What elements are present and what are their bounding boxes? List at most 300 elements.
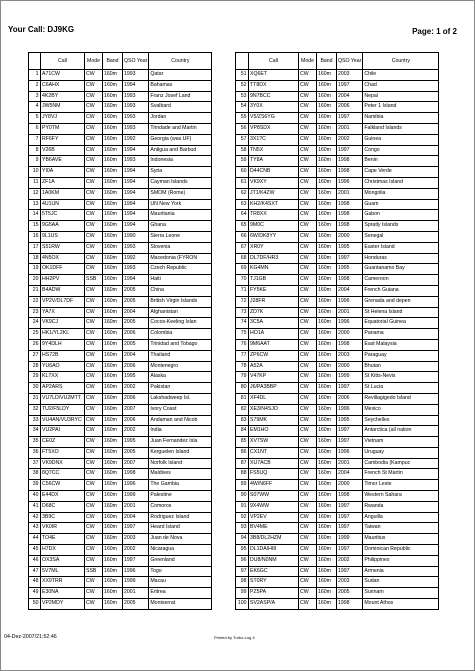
cell-band: 160m bbox=[317, 437, 337, 448]
cell-year: 1996 bbox=[337, 318, 363, 329]
table-row bbox=[29, 480, 212, 491]
cell-country: Alaska bbox=[149, 372, 212, 383]
cell-mode: CW bbox=[299, 577, 317, 588]
cell-year: 1993 bbox=[123, 264, 149, 275]
cell-band: 160m bbox=[317, 242, 337, 253]
cell-call: CX1NT bbox=[249, 447, 299, 458]
cell-country: Mauritius bbox=[363, 534, 439, 545]
cell-mode: CW bbox=[85, 447, 103, 458]
cell-band: 160m bbox=[103, 404, 123, 415]
cell-year: 1995 bbox=[337, 415, 363, 426]
cell-band: 160m bbox=[103, 275, 123, 286]
table-row bbox=[236, 555, 439, 566]
cell-country: Mongolia bbox=[363, 188, 439, 199]
cell-year: 1993 bbox=[123, 70, 149, 81]
cell-mode: CW bbox=[299, 113, 317, 124]
cell-call: C56CW bbox=[41, 480, 85, 491]
cell-year: 1997 bbox=[337, 426, 363, 437]
cell-year: 1995 bbox=[123, 372, 149, 383]
cell-num: 5 bbox=[29, 113, 41, 124]
cell-band: 160m bbox=[317, 339, 337, 350]
cell-num: 82 bbox=[236, 404, 249, 415]
cell-call: EK6GC bbox=[249, 566, 299, 577]
cell-country: Uruguay bbox=[363, 447, 439, 458]
cell-band: 160m bbox=[103, 177, 123, 188]
cell-num: 40 bbox=[29, 491, 41, 502]
cell-call: HK1/YL2KL bbox=[41, 329, 85, 340]
cell-country: Indonesia bbox=[149, 156, 212, 167]
cell-call: 6W/DK8YY bbox=[249, 231, 299, 242]
cell-call: 4W/N6FF bbox=[249, 480, 299, 491]
table-row bbox=[236, 501, 439, 512]
cell-band: 160m bbox=[317, 329, 337, 340]
cell-band: 160m bbox=[103, 221, 123, 232]
cell-band: 160m bbox=[103, 210, 123, 221]
cell-call: VU4AN/VU3RYC bbox=[41, 415, 85, 426]
cell-mode: CW bbox=[299, 501, 317, 512]
cell-country: Bhutan bbox=[363, 361, 439, 372]
cell-country: Vietnam bbox=[363, 437, 439, 448]
page-indicator: Page: 1 of 2 bbox=[412, 27, 457, 36]
cell-country: UN New York bbox=[149, 199, 212, 210]
table-row bbox=[29, 188, 212, 199]
cell-country: Falkland Islands bbox=[363, 123, 439, 134]
cell-band: 160m bbox=[103, 599, 123, 610]
cell-num: 7 bbox=[29, 134, 41, 145]
table-row bbox=[29, 383, 212, 394]
cell-band: 160m bbox=[317, 91, 337, 102]
cell-call: E30NA bbox=[41, 588, 85, 599]
cell-num: 93 bbox=[236, 523, 249, 534]
cell-country: Anguilla bbox=[363, 512, 439, 523]
table-row bbox=[29, 404, 212, 415]
cell-mode: CW bbox=[85, 361, 103, 372]
cell-mode: CW bbox=[299, 545, 317, 556]
cell-country: Bahamas bbox=[149, 80, 212, 91]
cell-call: XX9TRR bbox=[41, 577, 85, 588]
cell-call: XR0Y bbox=[249, 242, 299, 253]
cell-band: 160m bbox=[317, 458, 337, 469]
cell-country: Western Sahara bbox=[363, 491, 439, 502]
cell-band: 160m bbox=[317, 447, 337, 458]
cell-year: 2004 bbox=[337, 469, 363, 480]
cell-call: ZD7K bbox=[249, 307, 299, 318]
table-row bbox=[236, 123, 439, 134]
cell-num: 60 bbox=[236, 167, 249, 178]
cell-country: East Malaysia bbox=[363, 339, 439, 350]
cell-band: 160m bbox=[103, 123, 123, 134]
cell-call: BV4ME bbox=[249, 523, 299, 534]
cell-year: 2000 bbox=[337, 231, 363, 242]
col-header-num bbox=[236, 53, 249, 70]
cell-mode: CW bbox=[85, 264, 103, 275]
cell-call: 3Y0X bbox=[249, 102, 299, 113]
table-row bbox=[236, 393, 439, 404]
table-row bbox=[29, 210, 212, 221]
cell-mode: CW bbox=[299, 177, 317, 188]
cell-band: 160m bbox=[103, 102, 123, 113]
col-header-band: Band bbox=[317, 53, 337, 70]
cell-mode: CW bbox=[299, 534, 317, 545]
cell-num: 21 bbox=[29, 285, 41, 296]
table-row bbox=[236, 231, 439, 242]
cell-mode: CW bbox=[85, 188, 103, 199]
table-row bbox=[236, 177, 439, 188]
cell-mode: CW bbox=[85, 415, 103, 426]
table-row bbox=[236, 437, 439, 448]
cell-year: 1998 bbox=[337, 491, 363, 502]
table-row bbox=[236, 210, 439, 221]
cell-band: 160m bbox=[317, 415, 337, 426]
cell-num: 55 bbox=[236, 113, 249, 124]
cell-call: V47KP bbox=[249, 372, 299, 383]
cell-num: 32 bbox=[29, 404, 41, 415]
cell-mode: CW bbox=[85, 383, 103, 394]
cell-mode: CW bbox=[299, 264, 317, 275]
cell-country: Norfolk Island bbox=[149, 458, 212, 469]
cell-country: Guam bbox=[363, 199, 439, 210]
cell-band: 160m bbox=[103, 350, 123, 361]
cell-year: 1993 bbox=[123, 91, 149, 102]
cell-num: 18 bbox=[29, 253, 41, 264]
cell-call: YB6AVE bbox=[41, 156, 85, 167]
table-row bbox=[236, 599, 439, 610]
cell-mode: CW bbox=[299, 339, 317, 350]
cell-mode: CW bbox=[85, 426, 103, 437]
cell-mode: CW bbox=[299, 588, 317, 599]
table-row bbox=[236, 91, 439, 102]
cell-mode: CW bbox=[85, 242, 103, 253]
cell-band: 160m bbox=[317, 361, 337, 372]
cell-num: 44 bbox=[29, 534, 41, 545]
cell-year: 2004 bbox=[123, 350, 149, 361]
cell-mode: CW bbox=[299, 285, 317, 296]
cell-num: 56 bbox=[236, 123, 249, 134]
cell-country: Seychelles bbox=[363, 415, 439, 426]
cell-year: 1997 bbox=[337, 437, 363, 448]
cell-band: 160m bbox=[317, 167, 337, 178]
cell-call: TJ1GB bbox=[249, 275, 299, 286]
cell-mode: CW bbox=[299, 480, 317, 491]
cell-band: 160m bbox=[103, 167, 123, 178]
table-row bbox=[236, 134, 439, 145]
table-row bbox=[29, 555, 212, 566]
cell-band: 160m bbox=[317, 177, 337, 188]
cell-mode: CW bbox=[299, 210, 317, 221]
cell-year: 2006 bbox=[123, 361, 149, 372]
cell-mode: CW bbox=[85, 599, 103, 610]
cell-band: 160m bbox=[317, 296, 337, 307]
cell-call: 9G5AA bbox=[41, 221, 85, 232]
cell-mode: CW bbox=[85, 199, 103, 210]
cell-call: 4N5OX bbox=[41, 253, 85, 264]
cell-band: 160m bbox=[103, 491, 123, 502]
cell-band: 160m bbox=[317, 599, 337, 610]
table-row bbox=[29, 156, 212, 167]
cell-country: Ivory Coast bbox=[149, 404, 212, 415]
table-row bbox=[236, 156, 439, 167]
table-row bbox=[29, 566, 212, 577]
cell-mode: CW bbox=[299, 145, 317, 156]
cell-call: VK9DNX bbox=[41, 458, 85, 469]
cell-year: 1997 bbox=[337, 566, 363, 577]
cell-num: 98 bbox=[236, 577, 249, 588]
cell-num: 11 bbox=[29, 177, 41, 188]
cell-mode: CW bbox=[85, 221, 103, 232]
table-row bbox=[236, 307, 439, 318]
cell-call: HO1A bbox=[249, 329, 299, 340]
cell-mode: CW bbox=[299, 555, 317, 566]
cell-call: J28FR bbox=[249, 296, 299, 307]
cell-country: Kerguelen Island bbox=[149, 447, 212, 458]
table-row bbox=[236, 339, 439, 350]
cell-band: 160m bbox=[103, 199, 123, 210]
cell-country: Syria bbox=[149, 167, 212, 178]
cell-mode: CW bbox=[85, 329, 103, 340]
cell-band: 160m bbox=[103, 372, 123, 383]
table-row bbox=[29, 113, 212, 124]
cell-call: V26B bbox=[41, 145, 85, 156]
cell-mode: CW bbox=[85, 523, 103, 534]
cell-mode: CW bbox=[299, 156, 317, 167]
cell-mode: CW bbox=[85, 437, 103, 448]
cell-mode: CW bbox=[85, 318, 103, 329]
cell-num: 33 bbox=[29, 415, 41, 426]
cell-country: Chile bbox=[363, 70, 439, 81]
cell-band: 160m bbox=[317, 566, 337, 577]
cell-mode: CW bbox=[85, 70, 103, 81]
cell-call: B4ADW bbox=[41, 285, 85, 296]
cell-year: 2003 bbox=[123, 534, 149, 545]
cell-mode: CW bbox=[85, 372, 103, 383]
cell-mode: CW bbox=[299, 102, 317, 113]
table-row bbox=[236, 361, 439, 372]
cell-country: Sierra Leone bbox=[149, 231, 212, 242]
cell-year: 2005 bbox=[337, 588, 363, 599]
cell-year: 1992 bbox=[123, 134, 149, 145]
cell-mode: CW bbox=[85, 80, 103, 91]
cell-mode: CW bbox=[299, 383, 317, 394]
cell-mode: CW bbox=[85, 177, 103, 188]
cell-year: 1994 bbox=[123, 210, 149, 221]
cell-year: 2002 bbox=[337, 134, 363, 145]
cell-mode: CW bbox=[299, 523, 317, 534]
cell-country: Comoros bbox=[149, 501, 212, 512]
cell-band: 160m bbox=[317, 80, 337, 91]
cell-band: 160m bbox=[317, 145, 337, 156]
cell-country: Montserrat bbox=[149, 599, 212, 610]
cell-band: 160m bbox=[103, 242, 123, 253]
cell-num: 86 bbox=[236, 447, 249, 458]
cell-call: HH2PV bbox=[41, 275, 85, 286]
cell-band: 160m bbox=[317, 231, 337, 242]
cell-num: 17 bbox=[29, 242, 41, 253]
cell-country: Slovenia bbox=[149, 242, 212, 253]
cell-country: Cocos-Keeling Islan bbox=[149, 318, 212, 329]
table-row bbox=[236, 329, 439, 340]
cell-call: AP2ARS bbox=[41, 383, 85, 394]
cell-year: 1998 bbox=[337, 221, 363, 232]
cell-country: St Lucia bbox=[363, 383, 439, 394]
cell-band: 160m bbox=[103, 70, 123, 81]
cell-mode: CW bbox=[85, 577, 103, 588]
cell-num: 76 bbox=[236, 339, 249, 350]
cell-band: 160m bbox=[317, 393, 337, 404]
cell-call: 9N7BCC bbox=[249, 91, 299, 102]
table-row bbox=[29, 177, 212, 188]
cell-num: 73 bbox=[236, 307, 249, 318]
cell-country: Montenegro bbox=[149, 361, 212, 372]
cell-year: 1997 bbox=[123, 523, 149, 534]
cell-country: Czech Republic bbox=[149, 264, 212, 275]
table-row bbox=[236, 566, 439, 577]
cell-year: 2003 bbox=[337, 577, 363, 588]
table-row bbox=[236, 350, 439, 361]
cell-band: 160m bbox=[103, 566, 123, 577]
cell-year: 1996 bbox=[337, 177, 363, 188]
cell-band: 160m bbox=[103, 134, 123, 145]
cell-country: Chad bbox=[363, 80, 439, 91]
cell-country: Lakshadweep Isl. bbox=[149, 393, 212, 404]
cell-call: VP2MDY bbox=[41, 599, 85, 610]
cell-num: 6 bbox=[29, 123, 41, 134]
cell-num: 100 bbox=[236, 599, 249, 610]
cell-band: 160m bbox=[317, 426, 337, 437]
cell-num: 26 bbox=[29, 339, 41, 350]
cell-mode: CW bbox=[299, 167, 317, 178]
cell-mode: CW bbox=[85, 339, 103, 350]
cell-country: Georgia (was UF) bbox=[149, 134, 212, 145]
cell-call: YA7X bbox=[41, 307, 85, 318]
cell-year: 1997 bbox=[337, 523, 363, 534]
cell-num: 77 bbox=[236, 350, 249, 361]
cell-mode: CW bbox=[299, 275, 317, 286]
cell-call: 9M0C bbox=[249, 221, 299, 232]
table-row bbox=[236, 447, 439, 458]
cell-year: 1994 bbox=[123, 145, 149, 156]
cell-year: 2003 bbox=[337, 350, 363, 361]
cell-band: 160m bbox=[317, 156, 337, 167]
cell-year: 1993 bbox=[123, 123, 149, 134]
cell-year: 1998 bbox=[337, 339, 363, 350]
cell-year: 1994 bbox=[123, 177, 149, 188]
cell-band: 160m bbox=[317, 275, 337, 286]
cell-call: 9X4WW bbox=[249, 501, 299, 512]
table-row bbox=[29, 534, 212, 545]
table-row bbox=[29, 491, 212, 502]
cell-call: VP2V/DL7DF bbox=[41, 296, 85, 307]
cell-call: DL7DF/HR3 bbox=[249, 253, 299, 264]
cell-band: 160m bbox=[103, 145, 123, 156]
cell-band: 160m bbox=[317, 188, 337, 199]
cell-year: 2002 bbox=[337, 555, 363, 566]
cell-country: Sudan bbox=[363, 577, 439, 588]
cell-call: XQ6ET bbox=[249, 70, 299, 81]
cell-num: 70 bbox=[236, 275, 249, 286]
cell-country: Franz Josef Land bbox=[149, 91, 212, 102]
table-row bbox=[29, 339, 212, 350]
cell-country: Mexico bbox=[363, 404, 439, 415]
cell-band: 160m bbox=[103, 285, 123, 296]
cell-year: 2005 bbox=[123, 318, 149, 329]
cell-year: 1996 bbox=[337, 296, 363, 307]
cell-country: Revillagigedo Island bbox=[363, 393, 439, 404]
cell-num: 51 bbox=[236, 70, 249, 81]
cell-call: XF4DL bbox=[249, 393, 299, 404]
cell-country: Antigua and Barbud bbox=[149, 145, 212, 156]
cell-num: 29 bbox=[29, 372, 41, 383]
cell-year: 1993 bbox=[123, 113, 149, 124]
cell-num: 67 bbox=[236, 242, 249, 253]
cell-num: 52 bbox=[236, 80, 249, 91]
cell-num: 96 bbox=[236, 555, 249, 566]
cell-call: VK9XY bbox=[249, 177, 299, 188]
cell-year: 1993 bbox=[123, 156, 149, 167]
cell-num: 19 bbox=[29, 264, 41, 275]
cell-year: 1997 bbox=[337, 113, 363, 124]
cell-call: 3B8/DL2HZM bbox=[249, 534, 299, 545]
cell-mode: CW bbox=[299, 404, 317, 415]
col-header-year: QSO Year bbox=[123, 53, 149, 70]
cell-year: 1996 bbox=[337, 404, 363, 415]
table-row bbox=[236, 383, 439, 394]
cell-mode: CW bbox=[299, 329, 317, 340]
cell-country: Pakistan bbox=[149, 383, 212, 394]
table-row bbox=[29, 361, 212, 372]
cell-num: 34 bbox=[29, 426, 41, 437]
cell-country: British Virgin Islands bbox=[149, 296, 212, 307]
table-row bbox=[236, 588, 439, 599]
table-header-row bbox=[29, 53, 212, 70]
table-row bbox=[29, 588, 212, 599]
cell-country: Philippines bbox=[363, 555, 439, 566]
cell-country: Rwanda bbox=[363, 501, 439, 512]
cell-band: 160m bbox=[317, 307, 337, 318]
cell-year: 2005 bbox=[123, 285, 149, 296]
cell-num: 49 bbox=[29, 588, 41, 599]
cell-mode: CW bbox=[299, 393, 317, 404]
cell-num: 90 bbox=[236, 491, 249, 502]
cell-call: 9Y4DLH bbox=[41, 339, 85, 350]
cell-country: Togo bbox=[149, 566, 212, 577]
cell-country: Surinam bbox=[363, 588, 439, 599]
cell-num: 75 bbox=[236, 329, 249, 340]
table-row bbox=[236, 512, 439, 523]
cell-mode: CW bbox=[299, 188, 317, 199]
cell-mode: CW bbox=[299, 350, 317, 361]
cell-call: 3B9C bbox=[41, 512, 85, 523]
table-row bbox=[236, 318, 439, 329]
cell-call: FY5KE bbox=[249, 285, 299, 296]
cell-call: J6/PA3BBP bbox=[249, 383, 299, 394]
cell-country: Spratly Islands bbox=[363, 221, 439, 232]
cell-year: 1998 bbox=[337, 275, 363, 286]
cell-num: 80 bbox=[236, 383, 249, 394]
cell-num: 15 bbox=[29, 221, 41, 232]
cell-num: 22 bbox=[29, 296, 41, 307]
cell-mode: CW bbox=[85, 113, 103, 124]
cell-band: 160m bbox=[317, 350, 337, 361]
cell-band: 160m bbox=[103, 555, 123, 566]
cell-year: 1990 bbox=[123, 231, 149, 242]
cell-mode: CW bbox=[299, 566, 317, 577]
printed-by-note: Printed by Turbo-Log 4 bbox=[214, 635, 255, 640]
cell-num: 72 bbox=[236, 296, 249, 307]
cell-mode: CW bbox=[299, 458, 317, 469]
cell-num: 25 bbox=[29, 329, 41, 340]
cell-year: 1992 bbox=[123, 253, 149, 264]
cell-band: 160m bbox=[317, 70, 337, 81]
